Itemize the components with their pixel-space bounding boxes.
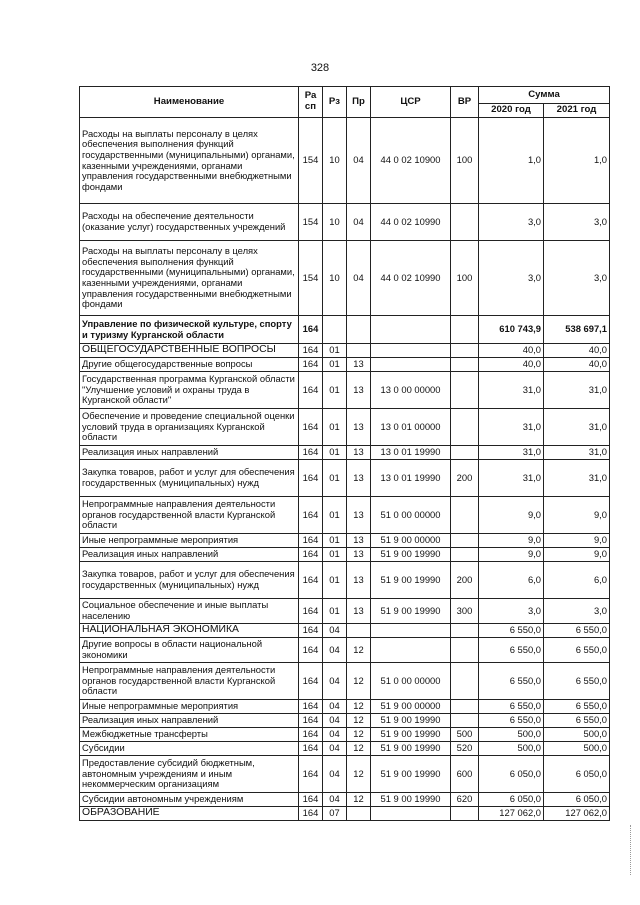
header-row <box>80 87 610 104</box>
cell-rz: 01 <box>323 372 347 409</box>
cell-rz: 04 <box>323 700 347 714</box>
cell-rasp: 154 <box>299 241 323 316</box>
header-name: Наименование <box>80 87 299 118</box>
cell-vr: 100 <box>451 118 479 204</box>
cell-rz: 01 <box>323 548 347 562</box>
cell-rasp: 164 <box>299 663 323 700</box>
cell-2021: 40,0 <box>544 358 610 372</box>
cell-rasp: 164 <box>299 344 323 358</box>
cell-2021: 6 550,0 <box>544 624 610 638</box>
cell-rz: 01 <box>323 534 347 548</box>
cell-2021: 31,0 <box>544 460 610 497</box>
cell-2021: 6 550,0 <box>544 638 610 663</box>
cell-vr: 300 <box>451 599 479 624</box>
cell-vr <box>451 624 479 638</box>
cell-vr <box>451 204 479 241</box>
cell-2020: 6 050,0 <box>479 756 544 793</box>
cell-rasp: 164 <box>299 742 323 756</box>
table-row <box>80 562 610 599</box>
cell-csr <box>371 358 451 372</box>
cell-name: Реализация иных направлений <box>80 446 299 460</box>
cell-rasp: 164 <box>299 793 323 807</box>
page-number: 328 <box>310 62 330 74</box>
cell-csr <box>371 807 451 821</box>
cell-2020: 500,0 <box>479 742 544 756</box>
cell-2021: 6 550,0 <box>544 714 610 728</box>
cell-rasp: 164 <box>299 460 323 497</box>
cell-rz: 04 <box>323 793 347 807</box>
table-row <box>80 742 610 756</box>
cell-csr: 13 0 01 00000 <box>371 409 451 446</box>
cell-2021: 1,0 <box>544 118 610 204</box>
cell-rz: 04 <box>323 756 347 793</box>
cell-rz: 10 <box>323 241 347 316</box>
cell-2021: 6 050,0 <box>544 756 610 793</box>
cell-2020: 610 743,9 <box>479 316 544 344</box>
cell-vr: 620 <box>451 793 479 807</box>
cell-name: Закупка товаров, работ и услуг для обеспечения государственных (муниципальных) нужд <box>80 460 299 497</box>
cell-2021: 31,0 <box>544 446 610 460</box>
cell-vr <box>451 638 479 663</box>
cell-name: Реализация иных направлений <box>80 548 299 562</box>
scan-artifact <box>630 825 632 875</box>
cell-rasp: 164 <box>299 316 323 344</box>
cell-2021: 31,0 <box>544 409 610 446</box>
cell-2020: 6 550,0 <box>479 663 544 700</box>
table-row <box>80 372 610 409</box>
table-row <box>80 118 610 204</box>
cell-pr: 12 <box>347 742 371 756</box>
cell-vr: 520 <box>451 742 479 756</box>
cell-vr: 600 <box>451 756 479 793</box>
cell-name: Обеспечение и проведение специальной оценки условий труда в организациях Курганской области <box>80 409 299 446</box>
cell-pr: 13 <box>347 409 371 446</box>
cell-2020: 31,0 <box>479 460 544 497</box>
cell-2020: 500,0 <box>479 728 544 742</box>
cell-pr: 13 <box>347 460 371 497</box>
cell-name: Субсидии автономным учреждениям <box>80 793 299 807</box>
cell-vr <box>451 409 479 446</box>
cell-2021: 9,0 <box>544 497 610 534</box>
cell-vr <box>451 316 479 344</box>
cell-rz: 01 <box>323 562 347 599</box>
cell-csr: 13 0 01 19990 <box>371 446 451 460</box>
cell-vr: 200 <box>451 460 479 497</box>
cell-rasp: 164 <box>299 728 323 742</box>
cell-pr: 13 <box>347 548 371 562</box>
cell-2021: 3,0 <box>544 241 610 316</box>
table-row <box>80 807 610 821</box>
cell-2020: 31,0 <box>479 372 544 409</box>
header-pr: Пр <box>347 87 371 118</box>
cell-csr: 51 0 00 00000 <box>371 497 451 534</box>
cell-2021: 6 550,0 <box>544 700 610 714</box>
cell-name: Межбюджетные трансферты <box>80 728 299 742</box>
cell-name: ОБЩЕГОСУДАРСТВЕННЫЕ ВОПРОСЫ <box>80 344 299 358</box>
table-row <box>80 344 610 358</box>
cell-csr: 13 0 00 00000 <box>371 372 451 409</box>
table-row <box>80 663 610 700</box>
cell-rasp: 154 <box>299 118 323 204</box>
cell-csr <box>371 344 451 358</box>
cell-pr <box>347 344 371 358</box>
header-rz: Рз <box>323 87 347 118</box>
table-row <box>80 316 610 344</box>
cell-rasp: 164 <box>299 497 323 534</box>
cell-name: Расходы на выплаты персоналу в целях обеспечения выполнения функций государственными (муниципальными) органами, казенными учреждениями, органами управления государственными внебюджетными фондами <box>80 118 299 204</box>
table-row <box>80 409 610 446</box>
cell-csr: 51 9 00 19990 <box>371 728 451 742</box>
table-row <box>80 446 610 460</box>
cell-rz: 04 <box>323 624 347 638</box>
cell-pr: 12 <box>347 638 371 663</box>
cell-pr: 04 <box>347 118 371 204</box>
cell-2020: 1,0 <box>479 118 544 204</box>
cell-name: Другие общегосударственные вопросы <box>80 358 299 372</box>
table-row <box>80 714 610 728</box>
cell-2021: 538 697,1 <box>544 316 610 344</box>
cell-rz: 01 <box>323 409 347 446</box>
cell-pr: 12 <box>347 714 371 728</box>
cell-name: Предоставление субсидий бюджетным, автономным учреждениям и иным некоммерческим организациям <box>80 756 299 793</box>
table-row <box>80 624 610 638</box>
cell-pr <box>347 316 371 344</box>
cell-rasp: 164 <box>299 409 323 446</box>
cell-csr: 13 0 01 19990 <box>371 460 451 497</box>
cell-rz: 01 <box>323 446 347 460</box>
cell-2021: 9,0 <box>544 548 610 562</box>
table-row <box>80 728 610 742</box>
cell-pr: 12 <box>347 756 371 793</box>
cell-csr: 51 9 00 19990 <box>371 562 451 599</box>
cell-rasp: 164 <box>299 638 323 663</box>
cell-vr <box>451 497 479 534</box>
cell-2021: 40,0 <box>544 344 610 358</box>
cell-pr: 13 <box>347 599 371 624</box>
cell-csr: 51 9 00 19990 <box>371 793 451 807</box>
table-row <box>80 497 610 534</box>
cell-csr: 44 0 02 10990 <box>371 204 451 241</box>
cell-2021: 31,0 <box>544 372 610 409</box>
cell-rz: 04 <box>323 728 347 742</box>
cell-csr: 51 9 00 19990 <box>371 756 451 793</box>
table-row <box>80 700 610 714</box>
cell-csr: 51 9 00 00000 <box>371 700 451 714</box>
cell-csr: 44 0 02 10990 <box>371 241 451 316</box>
cell-pr: 13 <box>347 446 371 460</box>
cell-vr <box>451 344 479 358</box>
cell-rasp: 164 <box>299 548 323 562</box>
cell-rz: 04 <box>323 742 347 756</box>
cell-pr: 04 <box>347 241 371 316</box>
cell-2021: 6 550,0 <box>544 663 610 700</box>
table-row <box>80 460 610 497</box>
cell-rz: 01 <box>323 358 347 372</box>
cell-2020: 6,0 <box>479 562 544 599</box>
cell-rz: 04 <box>323 714 347 728</box>
table-row <box>80 204 610 241</box>
cell-pr: 12 <box>347 793 371 807</box>
cell-rz: 10 <box>323 118 347 204</box>
cell-rasp: 164 <box>299 807 323 821</box>
cell-pr: 12 <box>347 700 371 714</box>
cell-csr <box>371 316 451 344</box>
table-row <box>80 241 610 316</box>
cell-rasp: 164 <box>299 446 323 460</box>
cell-rasp: 164 <box>299 534 323 548</box>
cell-2020: 6 550,0 <box>479 700 544 714</box>
cell-vr <box>451 663 479 700</box>
cell-vr: 200 <box>451 562 479 599</box>
cell-rasp: 164 <box>299 714 323 728</box>
cell-rasp: 164 <box>299 700 323 714</box>
cell-name: Непрограммные направления деятельности органов государственной власти Курганской области <box>80 663 299 700</box>
cell-vr <box>451 372 479 409</box>
cell-2020: 6 550,0 <box>479 714 544 728</box>
header-vr: ВР <box>451 87 479 118</box>
cell-rz: 01 <box>323 460 347 497</box>
cell-pr <box>347 624 371 638</box>
cell-vr <box>451 548 479 562</box>
cell-rasp: 164 <box>299 624 323 638</box>
cell-name: Иные непрограммные мероприятия <box>80 534 299 548</box>
cell-2020: 3,0 <box>479 599 544 624</box>
cell-vr <box>451 446 479 460</box>
cell-vr <box>451 534 479 548</box>
cell-2020: 40,0 <box>479 344 544 358</box>
cell-2021: 3,0 <box>544 204 610 241</box>
cell-pr: 13 <box>347 358 371 372</box>
cell-csr: 51 9 00 19990 <box>371 548 451 562</box>
header-csr: ЦСР <box>371 87 451 118</box>
cell-pr: 12 <box>347 728 371 742</box>
cell-rasp: 164 <box>299 358 323 372</box>
cell-rz: 04 <box>323 638 347 663</box>
cell-name: Непрограммные направления деятельности органов государственной власти Курганской области <box>80 497 299 534</box>
cell-2020: 9,0 <box>479 548 544 562</box>
cell-2020: 9,0 <box>479 497 544 534</box>
cell-csr: 51 9 00 00000 <box>371 534 451 548</box>
header-2021: 2021 год <box>544 104 610 118</box>
cell-vr <box>451 358 479 372</box>
cell-name: Другие вопросы в области национальной экономики <box>80 638 299 663</box>
cell-rz: 10 <box>323 204 347 241</box>
cell-rasp: 154 <box>299 204 323 241</box>
cell-2020: 40,0 <box>479 358 544 372</box>
cell-2021: 500,0 <box>544 742 610 756</box>
header-2020: 2020 год <box>479 104 544 118</box>
table-row <box>80 599 610 624</box>
table-row <box>80 548 610 562</box>
cell-2020: 31,0 <box>479 446 544 460</box>
cell-2021: 9,0 <box>544 534 610 548</box>
table-row <box>80 756 610 793</box>
cell-2020: 6 050,0 <box>479 793 544 807</box>
cell-2020: 9,0 <box>479 534 544 548</box>
cell-csr: 51 9 00 19990 <box>371 599 451 624</box>
header-rasp: Ра сп <box>299 87 323 118</box>
cell-rz <box>323 316 347 344</box>
cell-pr <box>347 807 371 821</box>
cell-2020: 3,0 <box>479 204 544 241</box>
cell-vr <box>451 714 479 728</box>
cell-name: Социальное обеспечение и иные выплаты населению <box>80 599 299 624</box>
cell-csr: 44 0 02 10900 <box>371 118 451 204</box>
cell-vr: 500 <box>451 728 479 742</box>
cell-rasp: 164 <box>299 562 323 599</box>
cell-csr: 51 9 00 19990 <box>371 714 451 728</box>
cell-vr: 100 <box>451 241 479 316</box>
cell-vr <box>451 807 479 821</box>
table-row <box>80 793 610 807</box>
cell-pr: 13 <box>347 534 371 548</box>
cell-rasp: 164 <box>299 599 323 624</box>
cell-vr <box>451 700 479 714</box>
cell-pr: 12 <box>347 663 371 700</box>
cell-name: Государственная программа Курганской области "Улучшение условий и охраны труда в Курганской области" <box>80 372 299 409</box>
cell-csr <box>371 638 451 663</box>
cell-name: ОБРАЗОВАНИЕ <box>80 807 299 821</box>
cell-2021: 500,0 <box>544 728 610 742</box>
cell-2020: 127 062,0 <box>479 807 544 821</box>
cell-csr: 51 9 00 19990 <box>371 742 451 756</box>
cell-2021: 6 050,0 <box>544 793 610 807</box>
cell-name: Закупка товаров, работ и услуг для обеспечения государственных (муниципальных) нужд <box>80 562 299 599</box>
cell-2020: 3,0 <box>479 241 544 316</box>
budget-table <box>79 86 610 821</box>
cell-rz: 04 <box>323 663 347 700</box>
cell-name: Расходы на обеспечение деятельности (оказание услуг) государственных учреждений <box>80 204 299 241</box>
cell-csr: 51 0 00 00000 <box>371 663 451 700</box>
cell-name: НАЦИОНАЛЬНАЯ ЭКОНОМИКА <box>80 624 299 638</box>
cell-name: Реализация иных направлений <box>80 714 299 728</box>
cell-name: Управление по физической культуре, спорту и туризму Курганской области <box>80 316 299 344</box>
header-sum: Сумма <box>479 87 610 104</box>
cell-rz: 01 <box>323 344 347 358</box>
cell-rz: 01 <box>323 599 347 624</box>
table-row <box>80 638 610 663</box>
cell-name: Субсидии <box>80 742 299 756</box>
cell-name: Расходы на выплаты персоналу в целях обеспечения выполнения функций государственными (муниципальными) органами, казенными учреждениями, органами управления государственными внебюджетными фондами <box>80 241 299 316</box>
cell-name: Иные непрограммные мероприятия <box>80 700 299 714</box>
cell-2021: 127 062,0 <box>544 807 610 821</box>
cell-csr <box>371 624 451 638</box>
cell-rz: 07 <box>323 807 347 821</box>
cell-2021: 3,0 <box>544 599 610 624</box>
cell-2021: 6,0 <box>544 562 610 599</box>
cell-2020: 31,0 <box>479 409 544 446</box>
cell-pr: 04 <box>347 204 371 241</box>
cell-2020: 6 550,0 <box>479 638 544 663</box>
table-row <box>80 534 610 548</box>
cell-rz: 01 <box>323 497 347 534</box>
cell-rasp: 164 <box>299 372 323 409</box>
cell-pr: 13 <box>347 562 371 599</box>
table-row <box>80 358 610 372</box>
cell-2020: 6 550,0 <box>479 624 544 638</box>
cell-rasp: 164 <box>299 756 323 793</box>
cell-pr: 13 <box>347 497 371 534</box>
cell-pr: 13 <box>347 372 371 409</box>
